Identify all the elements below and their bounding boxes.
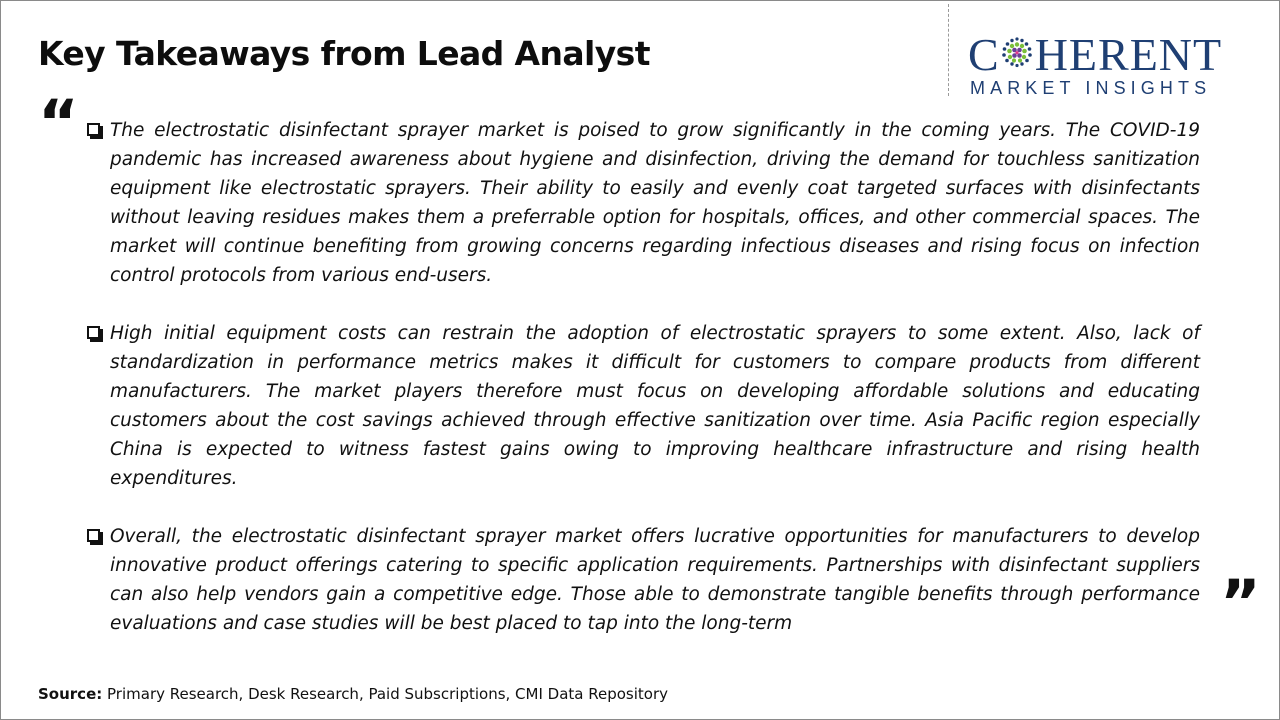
logo-letters-herent: HERENT xyxy=(1034,29,1223,80)
logo-dot-globe-icon xyxy=(1001,36,1033,68)
header-divider xyxy=(948,4,949,96)
checkbox-bullet-icon xyxy=(87,529,100,542)
takeaways-list xyxy=(86,116,1200,667)
logo-wordmark xyxy=(968,30,1222,80)
close-quote-icon: ” xyxy=(1220,566,1261,639)
source-text: Primary Research, Desk Research, Paid Subscriptions, CMI Data Repository xyxy=(102,685,669,703)
checkbox-bullet-icon xyxy=(87,123,100,136)
logo-letter-c: C xyxy=(968,29,1000,80)
checkbox-bullet-icon xyxy=(87,326,100,339)
open-quote-icon: “ xyxy=(38,86,79,159)
list-item xyxy=(86,116,1200,290)
list-item-text: The electrostatic disinfectant sprayer market is poised to grow significantly in the coming years. The COVID-19 pandemic has increased awareness about hygiene and disinfection, driving the demand for touchless sanitization equipment like electrostatic sprayers. Their ability to easily and evenly coat targeted surfaces with disinfectants without leaving residues makes them a preferrable option for hospitals, offices, and other commercial spaces. The market will continue benefiting from growing concerns regarding infectious diseases and rising focus on infection control protocols from various end-users. xyxy=(110,120,1200,286)
list-item xyxy=(86,522,1200,638)
source-note xyxy=(38,685,668,703)
list-item-text: Overall, the electrostatic disinfectant sprayer market offers lucrative opportunities for manufacturers to develop innovative product offerings catering to specific application requirements. Partnerships with disinfectant suppliers can also help vendors gain a competitive edge. Those able to demonstrate tangible benefits through performance evaluations and case studies will be best placed to tap into the long-term xyxy=(110,526,1200,634)
coherent-logo xyxy=(968,30,1260,100)
list-item xyxy=(86,319,1200,493)
list-item-text: High initial equipment costs can restrain the adoption of electrostatic sprayers to some extent. Also, lack of standardization in performance metrics makes it difficult for customers to compare products from different manufacturers. The market players therefore must focus on developing affordable solutions and educating customers about the cost savings achieved through effective sanitization over time. Asia Pacific region especially China is expected to witness fastest gains owing to improving healthcare infrastructure and rising health expenditures. xyxy=(110,323,1200,489)
logo-tagline: MARKET INSIGHTS xyxy=(970,78,1212,98)
slide-title: Key Takeaways from Lead Analyst xyxy=(38,34,650,73)
source-label: Source: xyxy=(38,685,103,703)
